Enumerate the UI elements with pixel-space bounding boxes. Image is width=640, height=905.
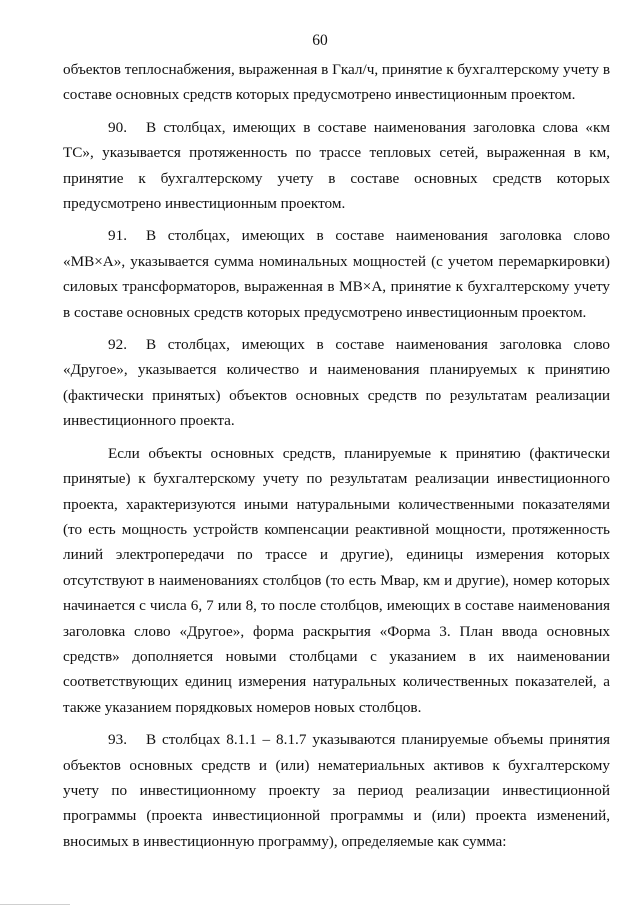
paragraph-90 <box>63 115 610 217</box>
paragraph-93 <box>63 727 610 854</box>
paragraph-continuation <box>63 57 610 108</box>
paragraph-text: объектов теплоснабжения, выраженная в Гкал/ч, принятие к бухгалтерскому учету в составе основных средств которых предусмотрено инвестиционным проектом. <box>63 61 610 104</box>
paragraph-92-addendum <box>63 441 610 720</box>
paragraph-text: В столбцах, имеющих в составе наименования заголовка слово «Другое», указывается количество и наименования планируемых к принятию (фактически принятых) объектов основных средств по результатам реализации инвестиционного проекта. <box>63 336 610 430</box>
paragraph-text: Если объекты основных средств, планируемые к принятию (фактически принятые) к бухгалтерскому учету по результатам реализации инвестиционного проекта, характеризуются иными натуральными количественными показателями (то есть мощность устройств компенсации реактивной мощности, протяженность линий электропередачи по трассе и другие), единицы измерения которых отсутствуют в наименованиях столбцов (то есть Мвар, км и другие), номер которых начинается с числа 6, 7 или 8, то после столбцов, имеющих в составе наименования заголовка слово «Другое», форма раскрытия «Форма 3. План ввода основных средств» дополняется новыми столбцами с указанием в их наименовании соответствующих единиц измерения натуральных количественных показателей, а также указанием порядковых номеров новых столбцов. <box>63 444 610 716</box>
paragraph-text: В столбцах, имеющих в составе наименования заголовка слово «МВ×А», указывается сумма номинальных мощностей (с учетом перемаркировки) силовых трансформаторов, выраженная в МВ×А, принятие к бухгалтерскому учету в составе основных средств которых предусмотрено инвестиционным проектом. <box>63 227 610 321</box>
page-number: 60 <box>312 32 328 49</box>
paragraph-92 <box>63 332 610 434</box>
paragraph-text: В столбцах, имеющих в составе наименования заголовка слова «км ТС», указывается протяженность по трассе тепловых сетей, выраженная в км, принятие к бухгалтерскому учету в составе основных средств которых предусмотрено инвестиционным проектом. <box>63 118 610 213</box>
paragraph-number: 90. <box>108 118 127 136</box>
paragraph-number: 93. <box>108 731 127 749</box>
paragraph-number: 92. <box>108 336 127 354</box>
paragraph-91 <box>63 223 610 325</box>
paragraph-text: В столбцах 8.1.1 – 8.1.7 указываются планируемые объемы принятия объектов основных средств и (или) нематериальных активов к бухгалтерскому учету по инвестиционному проекту за период реализации инвестиционной программы (проекта инвестиционной программы и (или) проекта изменений, вносимых в инвестиционную программу), определяемые как сумма: <box>63 731 610 850</box>
document-body <box>63 57 610 854</box>
paragraph-number: 91. <box>108 227 127 245</box>
